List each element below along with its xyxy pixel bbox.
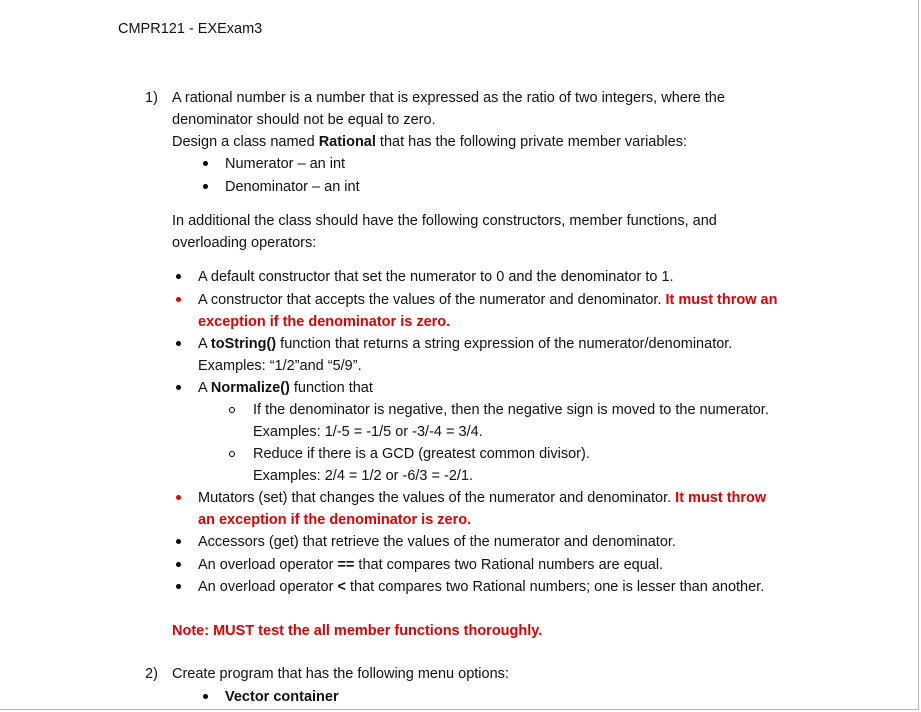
- question-2-number: 2): [145, 666, 158, 682]
- page-edge-right: [918, 0, 919, 709]
- question-1-intro-line1: A rational number is a number that is expressed as the ratio of two integers, where the: [172, 90, 725, 106]
- member-denominator: Denominator – an int: [225, 179, 360, 195]
- item-mutators: [198, 489, 766, 507]
- mutators-warning-line2: an exception if the denominator is zero.: [198, 512, 472, 528]
- op-lt-suffix: that compares two Rational numbers; one is lesser than another.: [345, 579, 765, 595]
- circle-bullet-icon: [229, 451, 235, 457]
- param-constructor-text: A constructor that accepts the values of the numerator and denominator.: [198, 292, 666, 308]
- item-operator-less: [198, 578, 764, 596]
- member-numerator: Numerator – an int: [225, 156, 346, 172]
- tostring-suffix: function that returns a string expression of the numerator/denominator.: [276, 336, 733, 352]
- design-prefix: Design a class named: [172, 134, 319, 150]
- red-bullet-icon: [176, 297, 181, 302]
- bullet-icon: [176, 539, 181, 544]
- item-default-constructor: A default constructor that set the numerator to 0 and the denominator to 1.: [198, 269, 674, 285]
- normalize-name: Normalize(): [210, 380, 290, 396]
- op-eq-prefix: An overload operator: [198, 557, 338, 573]
- item-param-constructor: [198, 291, 777, 309]
- page-edge-bottom: [0, 709, 919, 710]
- bullet-icon: [203, 694, 208, 699]
- question-1-number: 1): [145, 90, 158, 106]
- bullet-icon: [176, 274, 181, 279]
- op-lt-symbol: <: [337, 579, 346, 595]
- normalize-suffix: function that: [289, 380, 373, 396]
- normalize-sub2-examples: Examples: 2/4 = 1/2 or -6/3 = -2/1.: [253, 468, 474, 484]
- param-constructor-warning: It must throw an: [665, 292, 778, 308]
- normalize-sub1-examples: Examples: 1/-5 = -1/5 or -3/-4 = 3/4.: [253, 424, 483, 440]
- bullet-icon: [176, 562, 181, 567]
- bullet-icon: [176, 385, 181, 390]
- tostring-examples: Examples: “1/2”and “5/9”.: [198, 358, 362, 374]
- item-operator-equal: [198, 556, 663, 574]
- item-normalize: [198, 379, 373, 397]
- question-2-intro: Create program that has the following menu options:: [172, 666, 509, 682]
- bullet-icon: [176, 341, 181, 346]
- normalize-sub1: If the denominator is negative, then the negative sign is moved to the numerator.: [253, 402, 769, 418]
- normalize-sub2: Reduce if there is a GCD (greatest common divisor).: [253, 446, 590, 462]
- op-lt-prefix: An overload operator: [198, 579, 338, 595]
- question-1-design-line: [172, 133, 687, 151]
- bullet-icon: [203, 184, 208, 189]
- test-note: Note: MUST test the all member functions thoroughly.: [172, 623, 543, 639]
- op-eq-symbol: ==: [337, 557, 355, 573]
- additional-line2: overloading operators:: [172, 235, 317, 251]
- item-accessors: Accessors (get) that retrieve the values of the numerator and denominator.: [198, 534, 676, 550]
- op-eq-suffix: that compares two Rational numbers are equal.: [354, 557, 664, 573]
- additional-line1: In additional the class should have the following constructors, member functions, and: [172, 213, 717, 229]
- document-title: CMPR121 - EXExam3: [118, 21, 263, 37]
- mutators-warning: It must throw: [675, 490, 767, 506]
- bullet-icon: [176, 584, 181, 589]
- design-suffix: that has the following private member variables:: [375, 134, 687, 150]
- mutators-text: Mutators (set) that changes the values of the numerator and denominator.: [198, 490, 676, 506]
- tostring-prefix: A: [198, 336, 211, 352]
- param-constructor-warning-line2: exception if the denominator is zero.: [198, 314, 451, 330]
- question-1-intro-line2: denominator should not be equal to zero.: [172, 112, 436, 128]
- circle-bullet-icon: [229, 407, 235, 413]
- red-bullet-icon: [176, 495, 181, 500]
- menu-option-vector-container: Vector container: [225, 689, 339, 705]
- class-name-rational: Rational: [318, 134, 376, 150]
- item-tostring: [198, 335, 732, 353]
- tostring-name: toString(): [210, 336, 277, 352]
- bullet-icon: [203, 161, 208, 166]
- normalize-prefix: A: [198, 380, 211, 396]
